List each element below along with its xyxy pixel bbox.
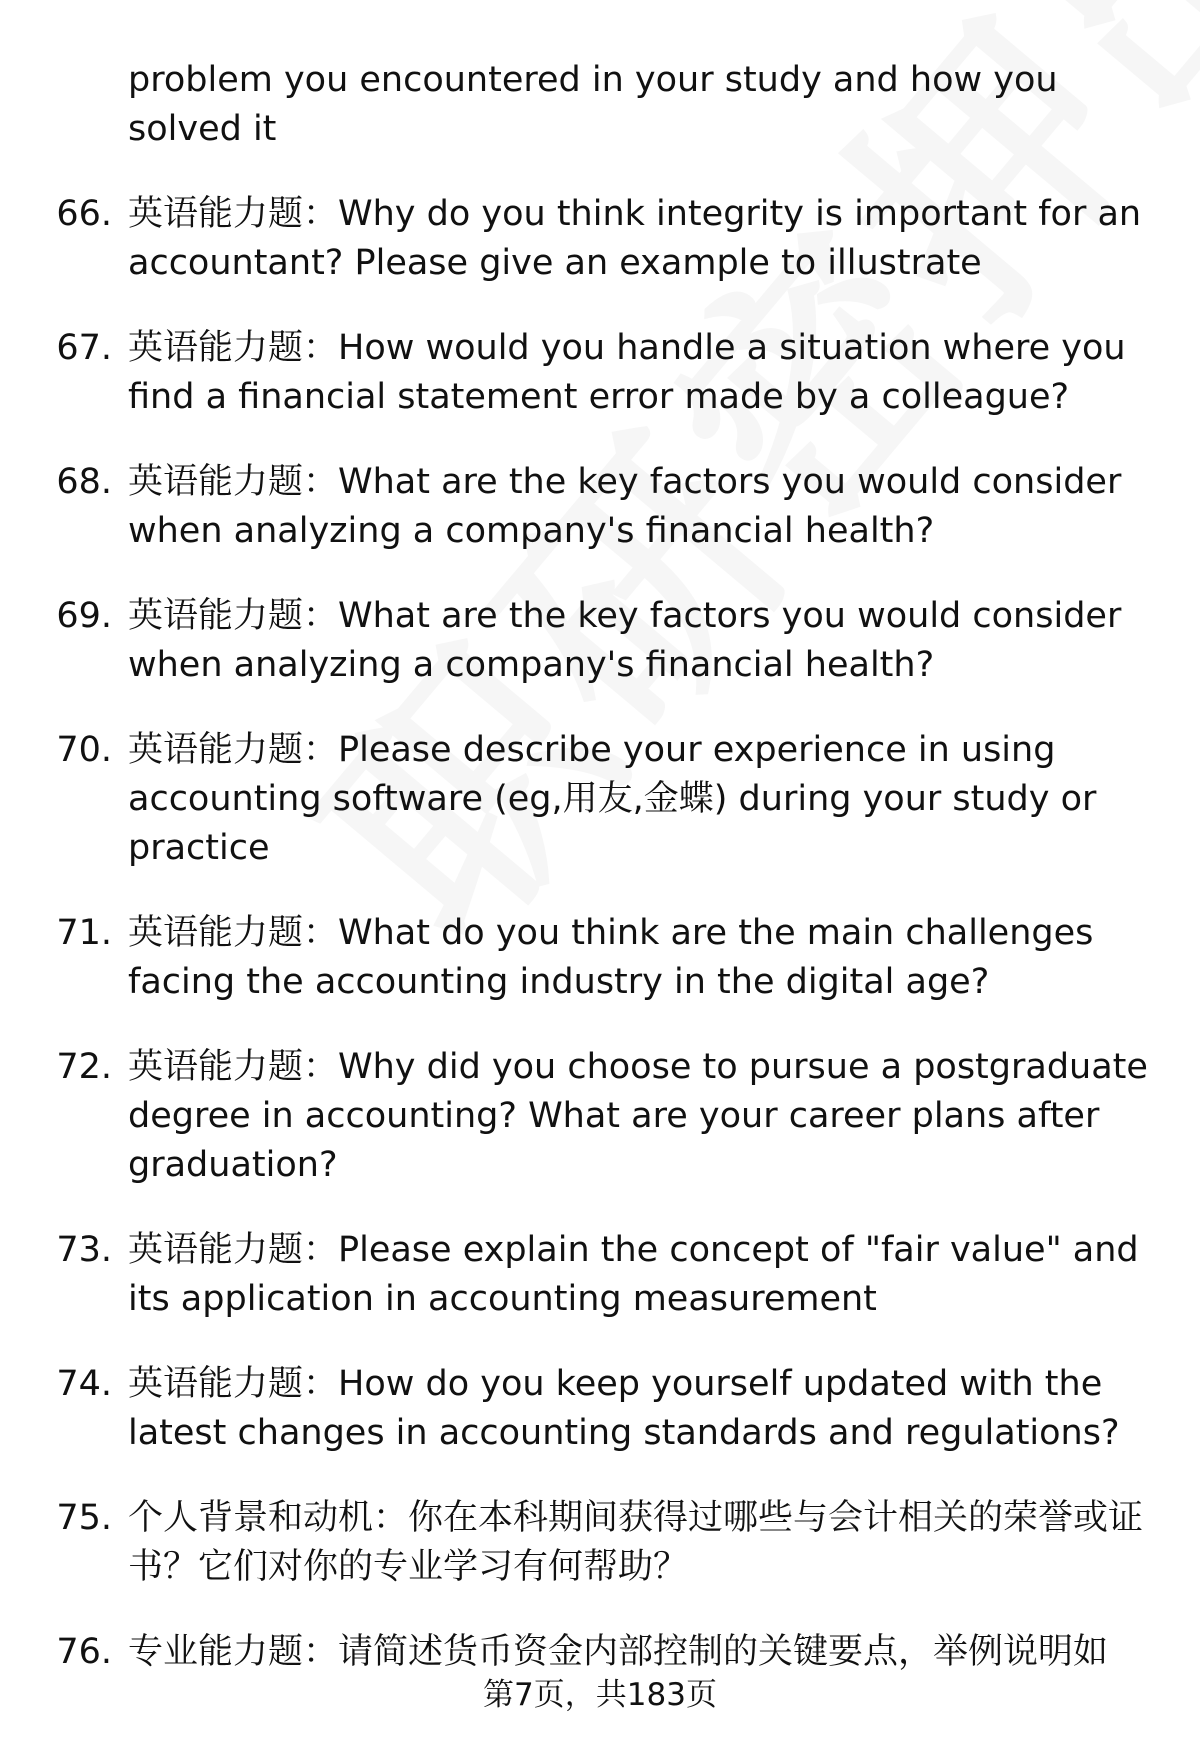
- question-item-76: [0, 1628, 1200, 1677]
- page-number-footer: 第7页，共183页: [483, 1677, 717, 1713]
- question-text: 英语能力题：Why do you think integrity is important for an accountant? Please give an example to illustrate: [128, 194, 1142, 283]
- question-item-70: [0, 726, 1200, 873]
- question-text: 专业能力题：请简述货币资金内部控制的关键要点，举例说明如: [128, 1632, 1109, 1672]
- question-number: 68.: [56, 462, 112, 502]
- question-text: 英语能力题：What are the key factors you would consider when analyzing a company's financial health?: [128, 462, 1122, 551]
- question-item-74: [0, 1360, 1200, 1458]
- question-item-67: [0, 324, 1200, 422]
- question-item-68: [0, 458, 1200, 556]
- question-text: 英语能力题：Why did you choose to pursue a postgraduate degree in accounting? What are your career plans after graduation?: [128, 1047, 1148, 1185]
- question-text: 英语能力题：How do you keep yourself updated with the latest changes in accounting standards and regulations?: [128, 1364, 1120, 1453]
- question-item-69: [0, 592, 1200, 690]
- question-item-71: [0, 909, 1200, 1007]
- question-text: 英语能力题：What are the key factors you would consider when analyzing a company's financial health?: [128, 596, 1122, 685]
- continued-question-text: problem you encountered in your study and how you solved it: [128, 60, 1058, 149]
- question-number: 71.: [56, 913, 112, 953]
- question-text: 个人背景和动机：你在本科期间获得过哪些与会计相关的荣誉或证书？它们对你的专业学习有何帮助？: [128, 1498, 1144, 1587]
- question-number: 72.: [56, 1047, 112, 1087]
- question-number: 70.: [56, 730, 112, 770]
- question-text: 英语能力题：How would you handle a situation where you find a financial statement error made by a colleague?: [128, 328, 1126, 417]
- question-number: 73.: [56, 1230, 112, 1270]
- document-body: [0, 56, 1200, 1713]
- question-item-66: [0, 190, 1200, 288]
- question-number: 76.: [56, 1632, 112, 1672]
- question-text: 英语能力题：Please describe your experience in using accounting software (eg,用友,金蝶) during your study or practice: [128, 730, 1097, 868]
- question-number: 75.: [56, 1498, 112, 1538]
- question-number: 69.: [56, 596, 112, 636]
- question-number: 74.: [56, 1364, 112, 1404]
- question-item-75: [0, 1494, 1200, 1592]
- question-number: 67.: [56, 328, 112, 368]
- question-text: 英语能力题：Please explain the concept of "fair value" and its application in accounting measurement: [128, 1230, 1139, 1319]
- question-text: 英语能力题：What do you think are the main challenges facing the accounting industry in the digital age?: [128, 913, 1094, 1002]
- question-item-72: [0, 1043, 1200, 1190]
- question-number: 66.: [56, 194, 112, 234]
- question-item-73: [0, 1226, 1200, 1324]
